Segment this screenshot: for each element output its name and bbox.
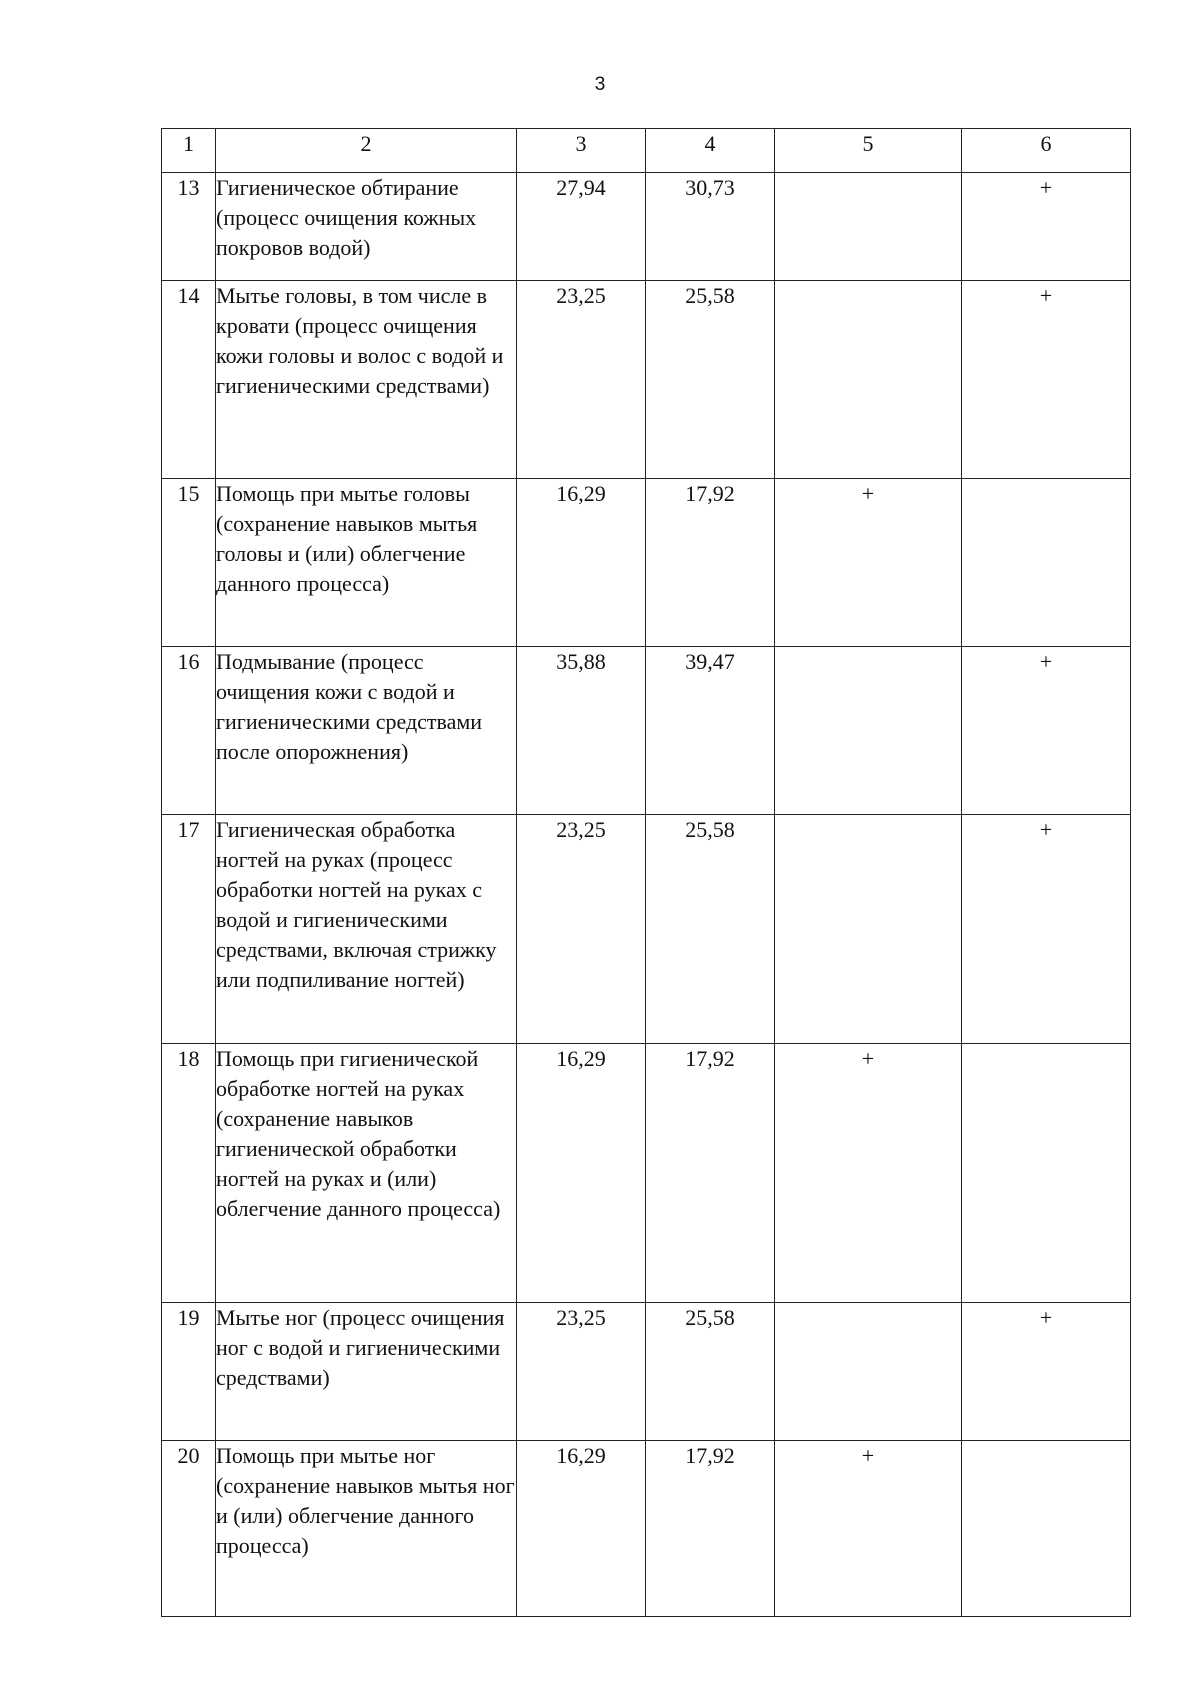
table-row [162, 1441, 1131, 1617]
row-number-cell: 13 [162, 173, 216, 281]
value-col4-cell: 17,92 [646, 479, 775, 647]
value-col4-cell: 25,58 [646, 815, 775, 1044]
column-header: 3 [517, 129, 646, 173]
table-row [162, 173, 1131, 281]
value-col4-cell: 25,58 [646, 281, 775, 479]
services-table [161, 128, 1131, 1617]
column-header: 5 [775, 129, 962, 173]
service-name-cell: Помощь при мытье ног (сохранение навыков мытья ног и (или) облегчение данного процесса) [216, 1441, 517, 1617]
mark-col6-cell [962, 479, 1131, 647]
page-number: 3 [594, 74, 606, 95]
table-header-row [162, 129, 1131, 173]
mark-col6-cell: + [962, 815, 1131, 1044]
mark-col6-cell [962, 1441, 1131, 1617]
value-col3-cell: 16,29 [517, 479, 646, 647]
column-header: 1 [162, 129, 216, 173]
mark-col6-cell [962, 1044, 1131, 1303]
row-number-cell: 15 [162, 479, 216, 647]
row-number-cell: 16 [162, 647, 216, 815]
mark-col5-cell [775, 1303, 962, 1441]
value-col3-cell: 16,29 [517, 1044, 646, 1303]
column-header: 6 [962, 129, 1131, 173]
row-number-cell: 14 [162, 281, 216, 479]
table-row [162, 1303, 1131, 1441]
value-col4-cell: 17,92 [646, 1441, 775, 1617]
value-col3-cell: 35,88 [517, 647, 646, 815]
mark-col5-cell [775, 647, 962, 815]
service-name-cell: Мытье головы, в том числе в кровати (процесс очищения кожи головы и волос с водой и гигиеническими средствами) [216, 281, 517, 479]
table-row [162, 1044, 1131, 1303]
service-name-cell: Мытье ног (процесс очищения ног с водой и гигиеническими средствами) [216, 1303, 517, 1441]
mark-col5-cell [775, 815, 962, 1044]
value-col4-cell: 30,73 [646, 173, 775, 281]
mark-col6-cell: + [962, 281, 1131, 479]
column-header: 4 [646, 129, 775, 173]
mark-col6-cell: + [962, 647, 1131, 815]
mark-col5-cell: + [775, 1044, 962, 1303]
mark-col5-cell: + [775, 1441, 962, 1617]
table-row [162, 479, 1131, 647]
value-col3-cell: 16,29 [517, 1441, 646, 1617]
value-col3-cell: 27,94 [517, 173, 646, 281]
table-row [162, 647, 1131, 815]
row-number-cell: 17 [162, 815, 216, 1044]
value-col3-cell: 23,25 [517, 815, 646, 1044]
service-name-cell: Гигиеническая обработка ногтей на руках (процесс обработки ногтей на руках с водой и гигиеническими средствами, включая стрижку или подпиливание ногтей) [216, 815, 517, 1044]
value-col4-cell: 39,47 [646, 647, 775, 815]
value-col4-cell: 25,58 [646, 1303, 775, 1441]
row-number-cell: 19 [162, 1303, 216, 1441]
mark-col6-cell: + [962, 173, 1131, 281]
service-name-cell: Помощь при мытье головы (сохранение навыков мытья головы и (или) облегчение данного процесса) [216, 479, 517, 647]
mark-col6-cell: + [962, 1303, 1131, 1441]
mark-col5-cell [775, 173, 962, 281]
column-header: 2 [216, 129, 517, 173]
value-col3-cell: 23,25 [517, 281, 646, 479]
service-name-cell: Гигиеническое обтирание (процесс очищения кожных покровов водой) [216, 173, 517, 281]
value-col3-cell: 23,25 [517, 1303, 646, 1441]
row-number-cell: 18 [162, 1044, 216, 1303]
table-row [162, 281, 1131, 479]
service-name-cell: Подмывание (процесс очищения кожи с водой и гигиеническими средствами после опорожнения) [216, 647, 517, 815]
service-name-cell: Помощь при гигиенической обработке ногтей на руках (сохранение навыков гигиенической обработки ногтей на руках и (или) облегчение данного процесса) [216, 1044, 517, 1303]
mark-col5-cell: + [775, 479, 962, 647]
mark-col5-cell [775, 281, 962, 479]
table-row [162, 815, 1131, 1044]
row-number-cell: 20 [162, 1441, 216, 1617]
value-col4-cell: 17,92 [646, 1044, 775, 1303]
